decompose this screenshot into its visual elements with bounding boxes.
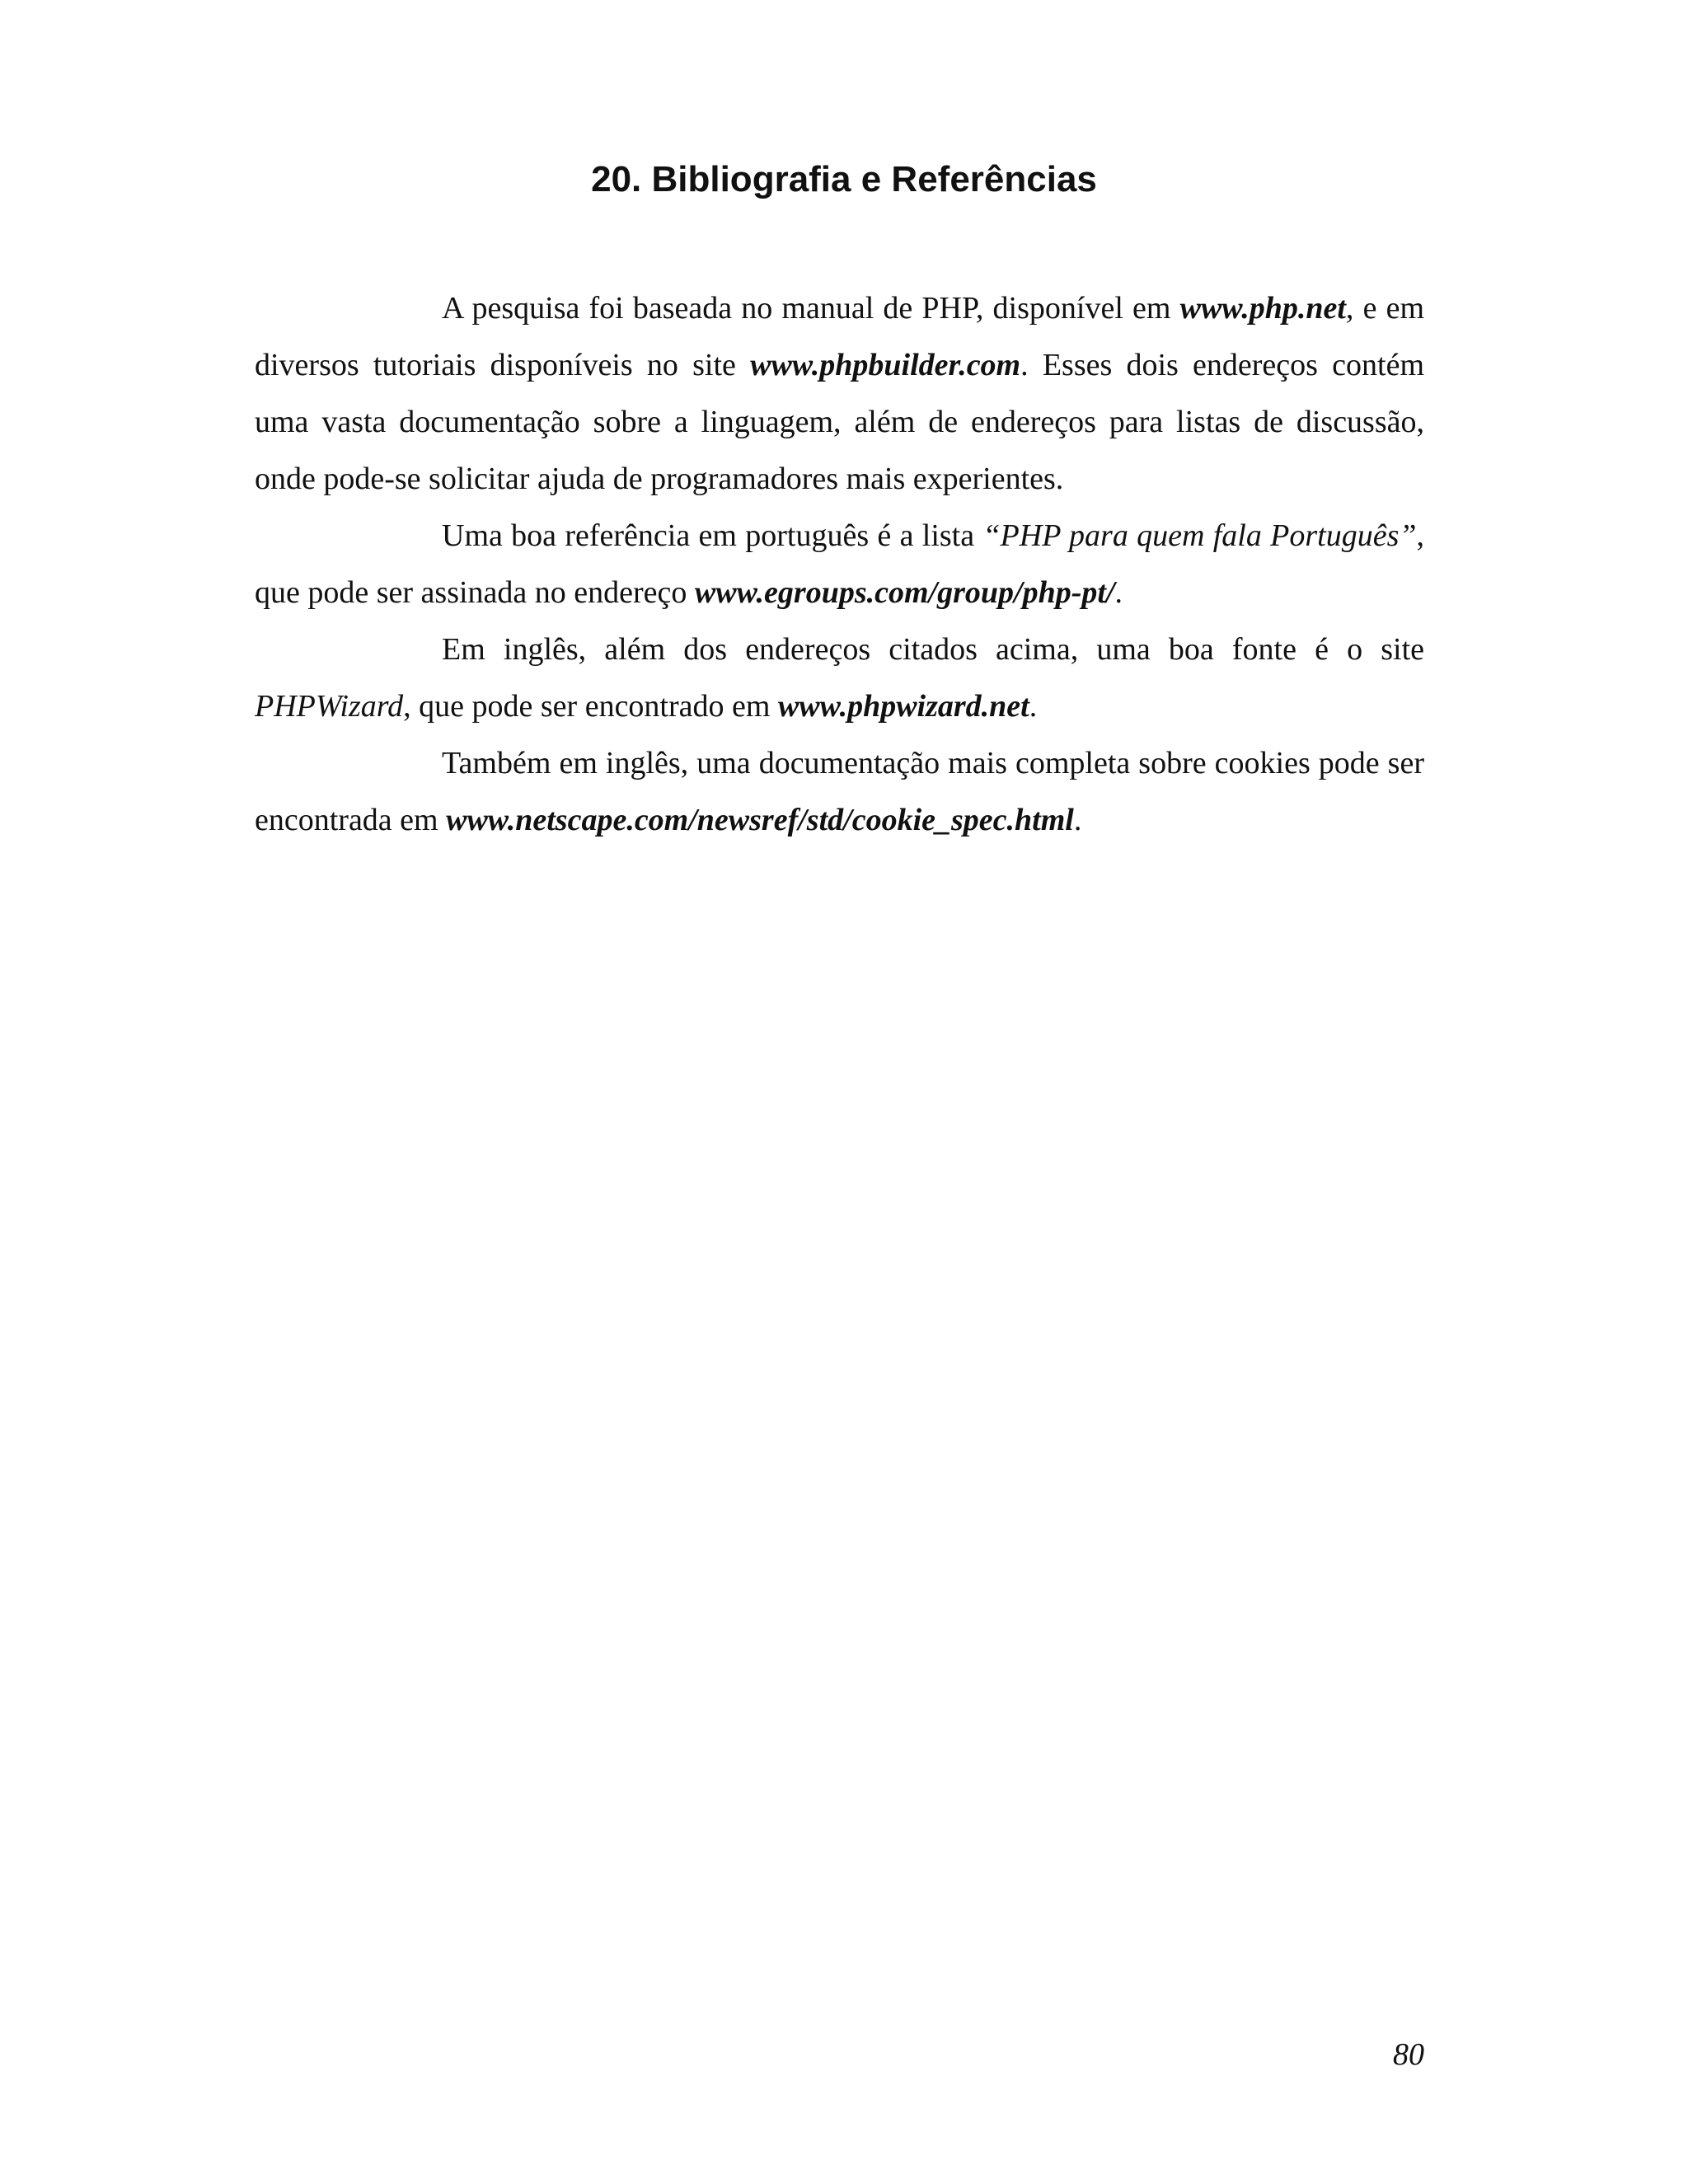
paragraph-text: . — [1029, 689, 1038, 724]
site-name: PHPWizard — [255, 689, 404, 724]
paragraph-portuguese-list — [255, 508, 1424, 621]
paragraph-text: Uma boa referência em português é a lista — [442, 518, 983, 553]
paragraph-text: , que pode ser encontrado em — [403, 689, 778, 724]
paragraph-text: Em inglês, além dos endereços citados acima, uma boa fonte é o site — [442, 632, 1424, 667]
link-php-net: www.php.net — [1179, 291, 1346, 326]
paragraph-text: , que pode ser assinada no endereço — [255, 518, 1425, 610]
body-text — [255, 280, 1424, 849]
paragraph-text: . — [1073, 803, 1082, 837]
paragraph-php-manual — [255, 280, 1424, 508]
link-phpbuilder: www.phpbuilder.com — [750, 348, 1021, 382]
paragraph-phpwizard — [255, 621, 1424, 735]
paragraph-text: A pesquisa foi baseada no manual de PHP, disponível em — [442, 291, 1180, 326]
page-number: 80 — [1393, 2037, 1424, 2072]
link-netscape-cookie-spec: www.netscape.com/newsref/std/cookie_spec.html — [446, 803, 1074, 837]
list-name: “PHP para quem fala Português” — [982, 518, 1417, 553]
link-egroups: www.egroups.com/group/php-pt/ — [694, 575, 1115, 610]
paragraph-text: Também em inglês, uma documentação mais completa sobre cookies pode ser encontrada em — [255, 746, 1424, 837]
paragraph-text: . — [1114, 575, 1123, 610]
paragraph-text: . Esses dois endereços contém uma vasta documentação sobre a linguagem, além de endereços para listas de discussão, onde pode-se solicitar ajuda de programadores mais experientes. — [255, 348, 1425, 496]
paragraph-cookies — [255, 735, 1424, 849]
link-phpwizard: www.phpwizard.net — [777, 689, 1029, 724]
paragraph-text: , e em diversos tutoriais disponíveis no site — [255, 291, 1425, 382]
section-title: 20. Bibliografia e Referências — [591, 159, 1097, 199]
